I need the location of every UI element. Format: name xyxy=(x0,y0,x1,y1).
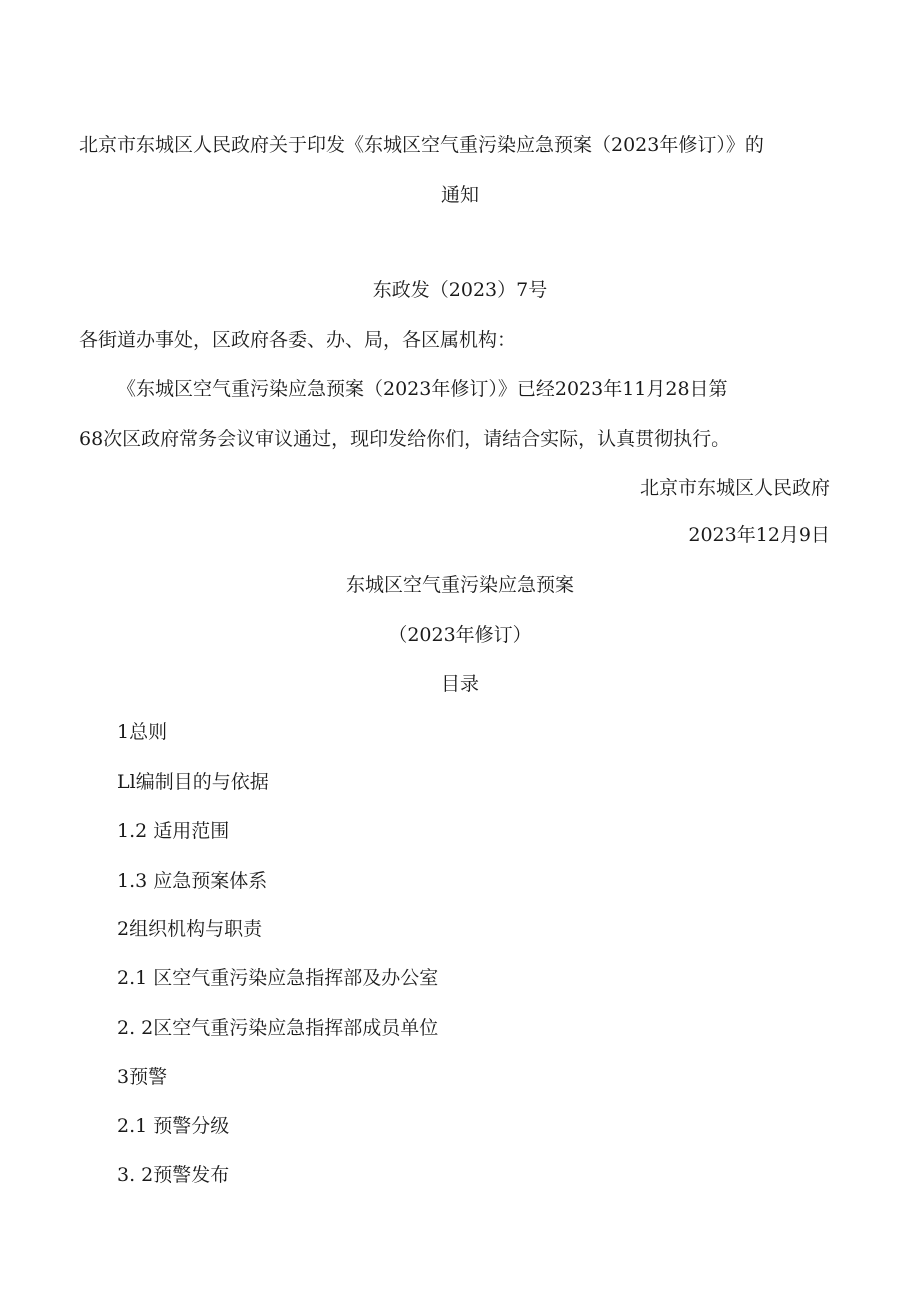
toc-item: 2组织机构与职责 xyxy=(117,918,263,940)
toc-item: 1.3 应急预案体系 xyxy=(117,870,268,892)
body-paragraph-line-2: 68次区政府常务会议审议通过，现印发给你们，请结合实际，认真贯彻执行。 xyxy=(79,428,731,450)
toc-item: 3. 2预警发布 xyxy=(117,1164,230,1186)
notice-title-line-2: 通知 xyxy=(440,184,479,206)
toc-item: 1.2 适用范围 xyxy=(117,820,230,842)
toc-heading: 目录 xyxy=(440,673,479,695)
plan-subtitle: （2023年修订） xyxy=(388,624,532,646)
addressee: 各街道办事处，区政府各委、办、局，各区属机构： xyxy=(79,329,517,351)
toc-item: 1总则 xyxy=(117,721,168,743)
toc-item: 2.1 预警分级 xyxy=(117,1115,230,1137)
signature-organization: 北京市东城区人民政府 xyxy=(639,477,830,499)
toc-item: 2. 2区空气重污染应急指挥部成员单位 xyxy=(117,1017,439,1039)
notice-title-line-1: 北京市东城区人民政府关于印发《东城区空气重污染应急预案（2023年修订）》的 xyxy=(79,134,764,156)
toc-item: 2.1 区空气重污染应急指挥部及办公室 xyxy=(117,967,439,989)
toc-item: 3预警 xyxy=(117,1066,168,1088)
body-paragraph-line-1: 《东城区空气重污染应急预案（2023年修订）》已经2023年11月28日第 xyxy=(117,378,728,400)
signature-date: 2023年12月9日 xyxy=(688,524,830,546)
toc-item: Ll编制目的与依据 xyxy=(117,771,269,793)
document-number: 东政发（2023）7号 xyxy=(372,279,548,301)
plan-title: 东城区空气重污染应急预案 xyxy=(345,574,574,596)
